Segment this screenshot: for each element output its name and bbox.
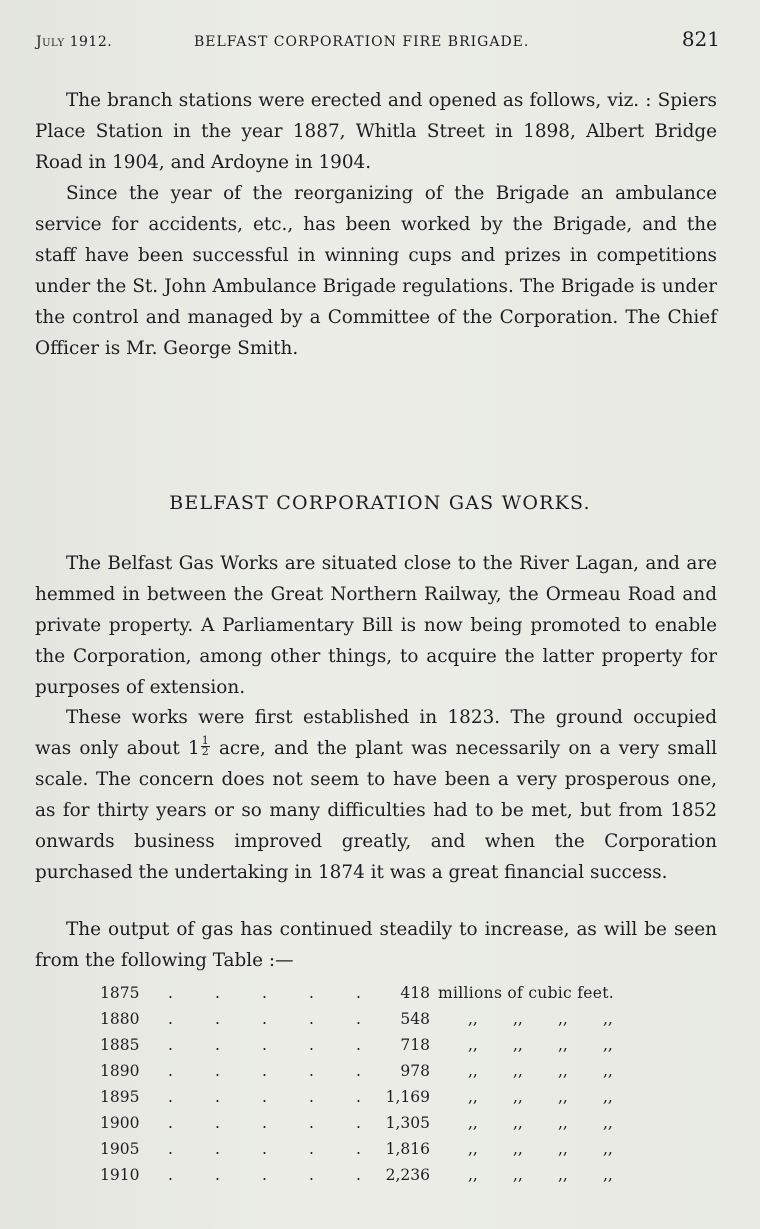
table-year: 1880 bbox=[100, 1010, 140, 1028]
ditto-mark: ,, bbox=[468, 1166, 478, 1184]
table-year: 1895 bbox=[100, 1088, 140, 1106]
ditto-marks bbox=[468, 1062, 648, 1080]
ditto-mark: ,, bbox=[468, 1088, 478, 1106]
table-row bbox=[100, 1140, 660, 1166]
ditto-mark: ,, bbox=[558, 1036, 568, 1054]
ditto-mark: ,, bbox=[513, 1140, 523, 1158]
ditto-marks bbox=[468, 1114, 648, 1132]
fraction-numerator: 1 bbox=[201, 733, 209, 747]
table-year: 1905 bbox=[100, 1140, 140, 1158]
ditto-mark: ,, bbox=[603, 1010, 613, 1028]
ditto-mark: ,, bbox=[603, 1088, 613, 1106]
ditto-mark: ,, bbox=[603, 1166, 613, 1184]
fraction-denominator: 2 bbox=[201, 744, 209, 758]
leader-dots: . . . . . bbox=[168, 1114, 361, 1132]
table-year: 1885 bbox=[100, 1036, 140, 1054]
table-row bbox=[100, 984, 660, 1010]
paragraph-ambulance-service: Since the year of the reorganizing of the Brigade an ambulance service for accidents, etc., has been worked by the Brigade, and the staff have been successful in winning cups and prizes in competitions under the St. John Ambulance Brigade regulations. The Brigade is under the control and managed by a Committee of the Corporation. The Chief Officer is Mr. George Smith. bbox=[35, 183, 717, 359]
ditto-mark: ,, bbox=[558, 1140, 568, 1158]
ditto-mark: ,, bbox=[468, 1062, 478, 1080]
ditto-mark: ,, bbox=[513, 1114, 523, 1132]
ditto-mark: ,, bbox=[558, 1088, 568, 1106]
leader-dots: . . . . . bbox=[168, 1010, 361, 1028]
ditto-marks bbox=[468, 1036, 648, 1054]
leader-dots: . . . . . bbox=[168, 1140, 361, 1158]
table-year: 1890 bbox=[100, 1062, 140, 1080]
table-year: 1910 bbox=[100, 1166, 140, 1184]
ditto-mark: ,, bbox=[513, 1088, 523, 1106]
ditto-mark: ,, bbox=[468, 1114, 478, 1132]
leader-dots: . . . . . bbox=[168, 1166, 361, 1184]
section-title-gas-works: BELFAST CORPORATION GAS WORKS. bbox=[169, 492, 591, 514]
leader-dots: . . . . . bbox=[168, 1088, 361, 1106]
table-row bbox=[100, 1036, 660, 1062]
table-row bbox=[100, 1010, 660, 1036]
table-value: 1,169 bbox=[385, 1088, 430, 1106]
leader-dots: . . . . . bbox=[168, 1036, 361, 1054]
history-text-end: acre, and the plant was necessarily on a very small scale. The concern does not seem to have been a very prosperous one, as for thirty years or so many difficulties had to be met, but from 1852 onwards business improved greatly, and when the Corporation purchased the undertaking in 1874 it was a great financial success. bbox=[35, 738, 717, 883]
ditto-mark: ,, bbox=[513, 1036, 523, 1054]
ditto-marks bbox=[468, 1166, 648, 1184]
paragraph-branch-stations: The branch stations were erected and opened as follows, viz. : Spiers Place Station in the year 1887, Whitla Street in 1898, Albert Bridge Road in 1904, and Ardoyne in 1904. bbox=[35, 90, 717, 173]
ditto-mark: ,, bbox=[558, 1062, 568, 1080]
table-year: 1875 bbox=[100, 984, 140, 1002]
header-date: July 1912. bbox=[36, 34, 113, 50]
table-value: 718 bbox=[400, 1036, 430, 1054]
table-row bbox=[100, 1088, 660, 1114]
history-text-start: These works were first established in 1823. The ground occupied was only about 1 bbox=[35, 707, 717, 759]
table-value: 418 bbox=[400, 984, 430, 1002]
ditto-mark: ,, bbox=[513, 1166, 523, 1184]
ditto-mark: ,, bbox=[558, 1166, 568, 1184]
table-value: 2,236 bbox=[385, 1166, 430, 1184]
ditto-mark: ,, bbox=[513, 1062, 523, 1080]
ditto-marks bbox=[468, 1010, 648, 1028]
ditto-mark: ,, bbox=[468, 1036, 478, 1054]
ditto-marks bbox=[468, 1140, 648, 1158]
ditto-mark: ,, bbox=[603, 1036, 613, 1054]
page-number: 821 bbox=[681, 27, 720, 51]
ditto-mark: ,, bbox=[468, 1140, 478, 1158]
leader-dots: . . . . . bbox=[168, 1062, 361, 1080]
table-row bbox=[100, 1166, 660, 1192]
leader-dots: . . . . . bbox=[168, 984, 361, 1002]
paragraph-gas-works-history bbox=[35, 702, 717, 888]
gas-output-table bbox=[100, 984, 660, 1192]
header-title: BELFAST CORPORATION FIRE BRIGADE. bbox=[194, 34, 530, 50]
fraction-half bbox=[201, 733, 210, 758]
table-value: 1,305 bbox=[385, 1114, 430, 1132]
ditto-mark: ,, bbox=[603, 1140, 613, 1158]
ditto-mark: ,, bbox=[513, 1010, 523, 1028]
table-year: 1900 bbox=[100, 1114, 140, 1132]
running-header bbox=[36, 26, 720, 56]
paragraph-gas-output-intro: The output of gas has continued steadily to increase, as will be seen from the following Table :— bbox=[35, 919, 717, 971]
table-value: 548 bbox=[400, 1010, 430, 1028]
ditto-mark: ,, bbox=[468, 1010, 478, 1028]
ditto-mark: ,, bbox=[603, 1062, 613, 1080]
table-unit-label: millions of cubic feet. bbox=[438, 984, 615, 1002]
ditto-marks bbox=[468, 1088, 648, 1106]
paragraph-gas-works-location: The Belfast Gas Works are situated close to the River Lagan, and are hemmed in between the Great Northern Railway, the Ormeau Road and private property. A Parliamentary Bill is now being promoted to enable the Corporation, among other things, to acquire the latter property for purposes of extension. bbox=[35, 553, 717, 698]
table-row bbox=[100, 1062, 660, 1088]
ditto-mark: ,, bbox=[558, 1010, 568, 1028]
table-row bbox=[100, 1114, 660, 1140]
ditto-mark: ,, bbox=[603, 1114, 613, 1132]
ditto-mark: ,, bbox=[558, 1114, 568, 1132]
table-value: 1,816 bbox=[385, 1140, 430, 1158]
table-value: 978 bbox=[400, 1062, 430, 1080]
